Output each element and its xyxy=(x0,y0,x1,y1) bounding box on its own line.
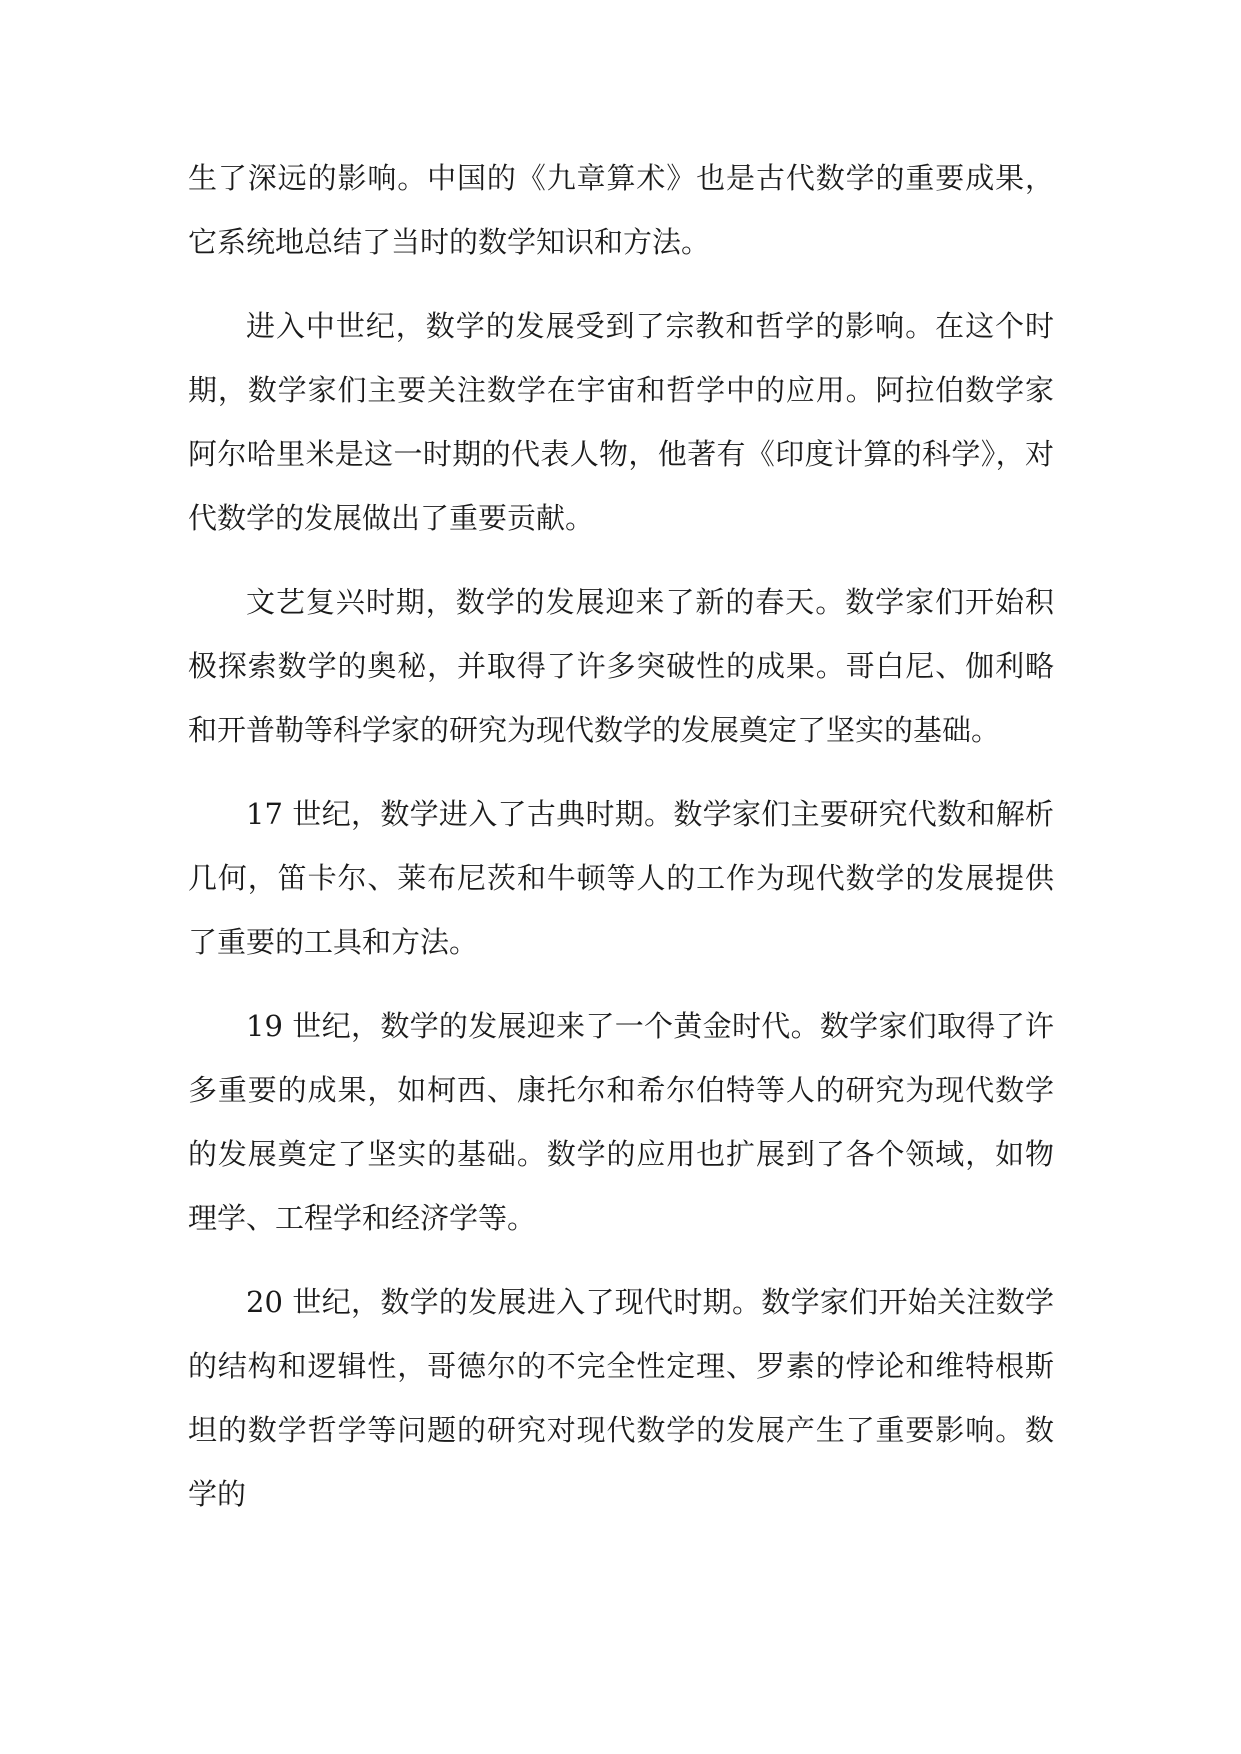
paragraph-20th-century: 20 世纪，数学的发展进入了现代时期。数学家们开始关注数学的结构和逻辑性，哥德尔的不完全性定理、罗素的悖论和维特根斯坦的数学哲学等问题的研究对现代数学的发展产生了重要影响。数学的 xyxy=(188,1285,1054,1511)
paragraph-17th-century: 17 世纪，数学进入了古典时期。数学家们主要研究代数和解析几何，笛卡尔、莱布尼茨和牛顿等人的工作为现代数学的发展提供了重要的工具和方法。 xyxy=(188,797,1054,959)
paragraph-continuation: 生了深远的影响。中国的《九章算术》也是古代数学的重要成果，它系统地总结了当时的数学知识和方法。 xyxy=(188,161,1054,259)
document-body xyxy=(188,146,1054,1526)
paragraph-middle-ages: 进入中世纪，数学的发展受到了宗教和哲学的影响。在这个时期，数学家们主要关注数学在宇宙和哲学中的应用。阿拉伯数学家阿尔哈里米是这一时期的代表人物，他著有《印度计算的科学》，对代数学的发展做出了重要贡献。 xyxy=(188,309,1054,535)
paragraph-19th-century: 19 世纪，数学的发展迎来了一个黄金时代。数学家们取得了许多重要的成果，如柯西、康托尔和希尔伯特等人的研究为现代数学的发展奠定了坚实的基础。数学的应用也扩展到了各个领域，如物理学、工程学和经济学等。 xyxy=(188,1009,1054,1235)
paragraph-renaissance: 文艺复兴时期，数学的发展迎来了新的春天。数学家们开始积极探索数学的奥秘，并取得了许多突破性的成果。哥白尼、伽利略和开普勒等科学家的研究为现代数学的发展奠定了坚实的基础。 xyxy=(188,585,1054,747)
